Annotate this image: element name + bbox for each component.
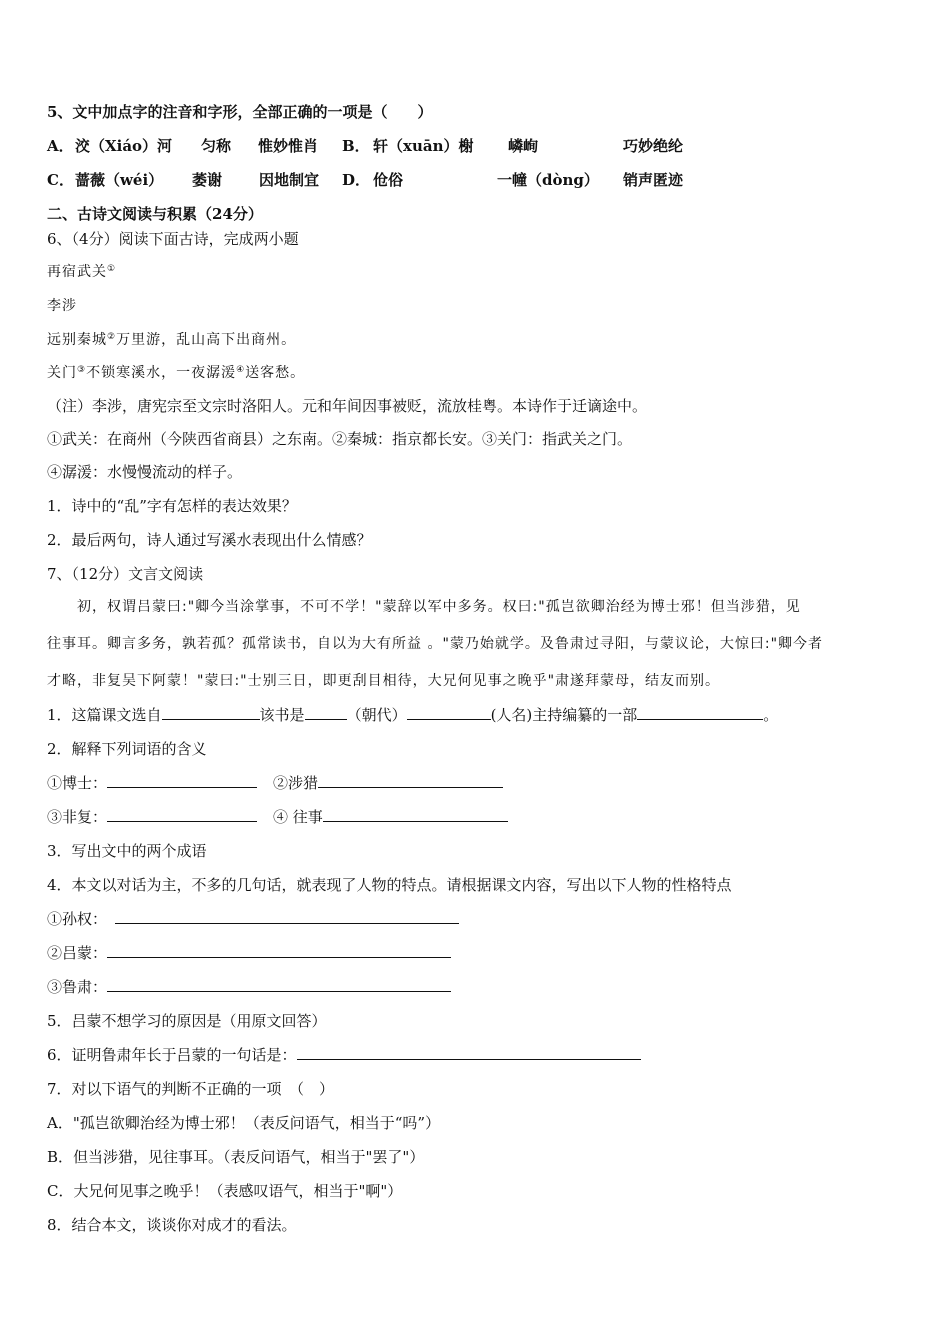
poem-line-2-part-c: 送客愁。	[245, 365, 306, 381]
q5-option-b-word1: 轩（xuān）榭	[373, 137, 474, 155]
q5-option-c-word1: 蔷薇（wéi）	[75, 171, 164, 189]
q7-sub-question-2: 2．解释下列词语的含义	[47, 740, 207, 758]
answer-blank[interactable]	[107, 773, 257, 788]
q5-options-cd	[47, 170, 683, 190]
q5-option-a-label: A．	[47, 137, 74, 155]
passage-line-2: 往事耳。卿言多务，孰若孤？孤常读书，自以为大有所益 。"蒙乃始就学。及鲁肃过寻阳，与蒙议论，大惊曰:"卿今者	[47, 636, 824, 652]
poem-line-2-part-a: 关门	[47, 365, 77, 381]
q7-s4-person-1	[47, 909, 459, 929]
q5-option-c-label: C．	[47, 171, 74, 189]
q7-s6-text: 6．证明鲁肃年长于吕蒙的一句话是：	[47, 1046, 297, 1064]
q5-option-d-word2: 一幢（dòng）	[497, 171, 599, 189]
poem-title-footnote: ①	[107, 264, 117, 274]
answer-blank[interactable]	[107, 977, 451, 992]
q7-sub-question-6	[47, 1045, 641, 1065]
poem-line-2-part-b: 不锁寒溪水，一夜潺湲	[86, 365, 237, 381]
q5-option-d-label: D．	[342, 171, 371, 189]
poem-note-intro: （注）李涉，唐宪宗至文宗时洛阳人。元和年间因事被贬，流放桂粤。本诗作于迁谪途中。	[47, 397, 648, 415]
poem-title	[47, 262, 116, 282]
q5-options-ab	[47, 136, 683, 156]
poem-line-1-part-a: 远别秦城	[47, 332, 107, 348]
answer-blank[interactable]	[107, 943, 451, 958]
q7-s1-text-d: (人名)主持编纂的一部	[490, 706, 638, 724]
q7-s4-person-3	[47, 977, 451, 997]
q5-option-a-word3: 惟妙惟肖	[258, 137, 319, 155]
q7-s1-text-a: 1．这篇课文选自	[47, 706, 162, 724]
q7-s2-word-4: ④ 往事	[273, 808, 323, 826]
poem-line-2-footnote-a: ③	[77, 365, 87, 375]
poem-line-2-footnote-b: ④	[236, 365, 246, 375]
q7-sub-question-4: 4．本文以对话为主，不多的几句话，就表现了人物的特点。请根据课文内容，写出以下人物的性格特点	[47, 876, 732, 894]
q7-s7-option-a: A．"孤岂欲卿治经为博士邪！（表反问语气，相当于“吗”）	[47, 1114, 441, 1132]
q7-s1-text-c: （朝代）	[346, 706, 407, 724]
q7-sub-question-1	[47, 705, 778, 725]
q7-sub-question-7: 7．对以下语气的判断不正确的一项 （ ）	[47, 1080, 335, 1098]
poem-author: 李涉	[47, 298, 77, 314]
q7-s1-text-e: 。	[763, 706, 779, 724]
q5-option-b-word3: 巧妙绝纶	[623, 137, 684, 155]
poem-line-2	[47, 363, 305, 383]
passage-line-3: 才略，非复吴下阿蒙！"蒙曰:"士别三日，即更刮目相待，大兄何见事之晚乎"肃遂拜蒙母，结友而别。	[47, 673, 721, 689]
q7-sub-question-8: 8．结合本文，谈谈你对成才的看法。	[47, 1216, 297, 1234]
q7-s4-person-3-label: ③鲁肃：	[47, 978, 108, 996]
section-heading: 二、古诗文阅读与积累（24分）	[47, 205, 263, 223]
q6-stem: 6、（4分）阅读下面古诗，完成两小题	[47, 230, 299, 248]
q6-sub-question-1: 1．诗中的“乱”字有怎样的表达效果？	[47, 497, 297, 515]
q7-s4-person-1-label: ①孙权：	[47, 910, 108, 928]
answer-blank[interactable]	[162, 705, 260, 720]
q5-option-a-word2: 匀称	[201, 137, 232, 155]
q7-s7-option-b: B．但当涉猎，见往事耳。（表反问语气，相当于"罢了"）	[47, 1148, 425, 1166]
q7-s7-option-c: C．大兄何见事之晚乎！（表感叹语气，相当于"啊"）	[47, 1182, 403, 1200]
answer-blank[interactable]	[297, 1045, 641, 1060]
q7-s1-text-b: 该书是	[259, 706, 305, 724]
answer-blank[interactable]	[305, 705, 347, 720]
q5-option-b-label: B．	[342, 137, 370, 155]
q5-option-c-word2: 萎谢	[192, 171, 223, 189]
q7-stem: 7、（12分）文言文阅读	[47, 565, 204, 583]
q7-s2-word-2: ②涉猎	[273, 774, 319, 792]
answer-blank[interactable]	[318, 773, 503, 788]
answer-blank[interactable]	[107, 807, 257, 822]
answer-blank[interactable]	[323, 807, 508, 822]
q7-s2-words-row-2	[47, 807, 508, 827]
q5-option-b-word2: 嶙峋	[508, 137, 539, 155]
q6-sub-question-2: 2．最后两句，诗人通过写溪水表现出什么情感？	[47, 531, 372, 549]
answer-blank[interactable]	[637, 705, 763, 720]
poem-note-1: ①武关：在商州（今陕西省商县）之东南。②秦城：指京都长安。③关门：指武关之门。	[47, 430, 633, 448]
q5-stem: 5、文中加点字的注音和字形，全部正确的一项是（ ）	[47, 103, 433, 121]
q7-s4-person-2-label: ②吕蒙：	[47, 944, 108, 962]
q7-s2-word-3: ③非复：	[47, 808, 108, 826]
q7-s4-person-2	[47, 943, 451, 963]
poem-line-1-part-b: 万里游，乱山高下出商州。	[116, 332, 297, 348]
answer-blank[interactable]	[115, 909, 459, 924]
q5-option-d-word3: 销声匿迹	[623, 171, 684, 189]
q5-option-c-word3: 因地制宜	[259, 171, 320, 189]
poem-title-text: 再宿武关	[47, 264, 107, 280]
q7-s2-words-row-1	[47, 773, 503, 793]
passage-line-1: 初，权谓吕蒙曰:"卿今当涂掌事，不可不学！"蒙辞以军中多务。权曰:"孤岂欲卿治经为博士邪！但当涉猎，见	[77, 599, 801, 615]
answer-blank[interactable]	[407, 705, 491, 720]
poem-line-1-footnote: ②	[107, 332, 117, 342]
q7-sub-question-3: 3．写出文中的两个成语	[47, 842, 207, 860]
poem-note-2: ④潺湲：水慢慢流动的样子。	[47, 463, 243, 481]
q5-option-d-word1: 伧俗	[373, 171, 404, 189]
q7-sub-question-5: 5．吕蒙不想学习的原因是（用原文回答）	[47, 1012, 327, 1030]
poem-line-1	[47, 330, 296, 350]
q7-s2-word-1: ①博士：	[47, 774, 108, 792]
q5-option-a-word1: 洨（Xiáo）河	[75, 137, 173, 155]
